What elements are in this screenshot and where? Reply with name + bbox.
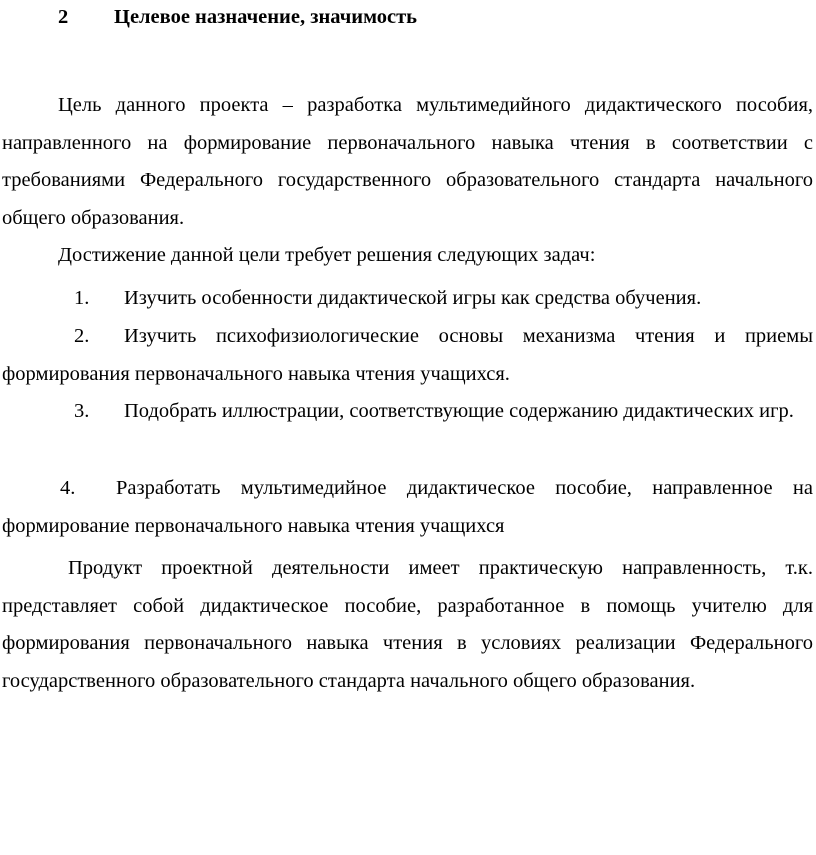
task-number: 4. (60, 477, 76, 499)
tasks-intro: Достижение данной цели требует решения следующих задач: (58, 244, 596, 266)
task-number: 2. (74, 325, 90, 347)
product-paragraph: Продукт проектной деятельности имеет практическую направленность, т.к. представляет собой дидактическое пособие, разработанное в помощь учителю для формирования первоначального навыка чтения в условиях реализации Федерального государственного образовательного стандарта начального общего образования. (2, 557, 813, 692)
task-item (2, 280, 815, 318)
task-number: 3. (74, 400, 90, 422)
task-text: Изучить особенности дидактической игры как средства обучения. (124, 287, 702, 309)
task-text: Подобрать иллюстрации, соответствующие содержанию дидактических игр. (124, 400, 794, 422)
task-text: Разработать мультимедийное дидактическое пособие, направленное на формирование первоначального навыка чтения учащихся (2, 477, 813, 537)
section-heading (58, 4, 417, 30)
task-item (2, 318, 813, 393)
section-title: Целевое назначение, значимость (114, 6, 418, 28)
goal-paragraph: Цель данного проекта – разработка мультимедийного дидактического пособия, направленного на формирование первоначального навыка чтения в соответствии с требованиями Федерального государственного образовательного стандарта начального общего образования. (2, 94, 813, 229)
task-number: 1. (74, 287, 90, 309)
task-item (2, 470, 813, 545)
section-number: 2 (58, 6, 69, 28)
task-text: Изучить психофизиологические основы механизма чтения и приемы формирования первоначального навыка чтения учащихся. (2, 325, 813, 385)
task-item (2, 393, 813, 431)
